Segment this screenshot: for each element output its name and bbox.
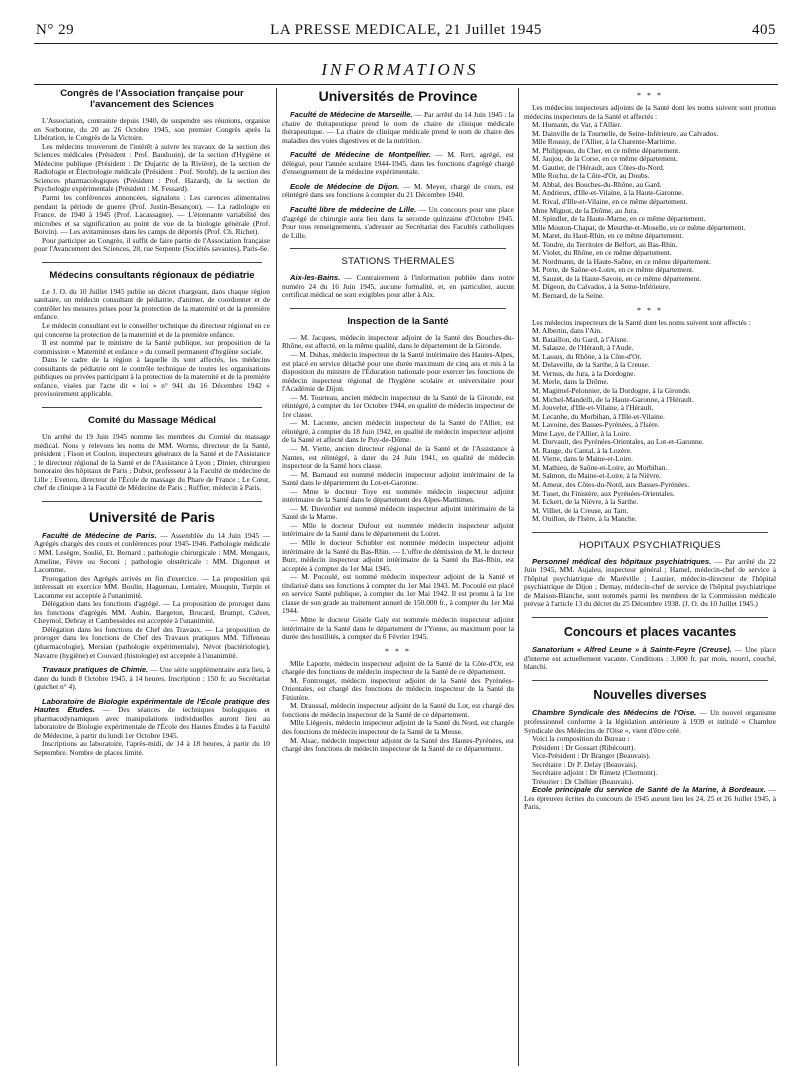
column-divider-2	[518, 88, 519, 1066]
appointment-list-2	[524, 327, 776, 524]
list-item: Mlle Roussy, de l'Allier, à la Charente-Maritime.	[532, 137, 677, 147]
list-item: M. Dorvault, des Pyrénées-Orientales, au Lot-et-Garonne.	[532, 437, 704, 447]
bureau-list	[524, 744, 776, 787]
paragraph	[282, 151, 514, 177]
list-item: Mme Mignot, de la Drôme, au Jura.	[532, 205, 639, 215]
paragraph: Le médecin consultant est le conseiller technique du directeur régional en ce qui concerne la protection de la maternité et de la première enfance.	[34, 321, 270, 339]
list-item: M. Digeon, du Calvados, à la Seine-Inférieure.	[532, 282, 671, 292]
paragraph-text: — Une place d'interne est actuellement vacante. Conditions : 3.000 fr. par mois, nourri, couché, blanchi.	[524, 645, 776, 672]
paragraph	[282, 111, 514, 145]
paragraph: Parmi les conférences annoncées, signalons : Les carences alimentaires pendant la période de guerre (Prof. Justin-Besançon). — La radiologie en France, de 1940 à 1945 (Prof. Lacassagne). — L'étonnante variabilité des microbes et sa signification au point de vue de la biologie générale (Prof. Boivin). — Les avitaminoses dans les camps de déportés (Prof. Ch. Richet).	[34, 192, 270, 237]
banner-rule	[34, 84, 778, 85]
list-item: M. Nordmann, de la Haute-Saône, en ce même département.	[532, 256, 711, 266]
paragraph	[524, 646, 776, 672]
paragraph: — M. Viette, ancien directeur régional de la Santé et de l'Assistance à Nantes, est réintégré, à dater du 24 Juin 1941, en qualité de médecin inspecteur de la Santé hors classe.	[282, 444, 514, 471]
divider	[42, 262, 262, 263]
list-item: M. Bataillon, du Gard, à l'Aisne.	[532, 334, 629, 344]
list-item: M. Vernus, du Jura, à la Dordogne.	[532, 368, 636, 378]
paragraph-text: — M. Meyer, chargé de cours, est réintégré dans ses fonctions à compter du 21 Décembre 1940.	[282, 181, 514, 200]
divider	[290, 308, 506, 309]
paragraph: — M. Tourteau, ancien médecin inspecteur de la Santé de la Gironde, est réintégré, à compter du 1er Octobre 1944, en qualité de médecin inspecteur de 1re classe.	[282, 392, 514, 419]
paragraph	[524, 786, 776, 812]
divider	[42, 407, 262, 408]
paragraph: — M. Barnaud est nommé médecin inspecteur adjoint intérimaire de la Santé dans le département du Lot-et-Garonne.	[282, 469, 514, 488]
divider	[42, 501, 262, 502]
heading-inspection-sante: Inspection de la Santé	[347, 315, 449, 327]
paragraph: Prorogation des Agrégés arrivés en fin d'exercice. — La proposition qui intéressait en exercice MM. Boulin, Haguenau, Lemaire, Mouquin, Turpin et Lacomme est acceptée à l'unanimité.	[34, 573, 270, 600]
list-item: M. Ameur, des Côtes-du-Nord, aux Basses-Pyrénées.	[532, 479, 690, 489]
paragraph: Les médecins trouveront de l'intérêt à suivre les travaux de la section des Sciences médicales (Président : Prof. Baudouin), de la section d'Hygiène et Médecine publique (Président : Dr Dujarric de la Rivière), de la section de Radiologie et Électrologie médicale (Président : Prof. Strohl), de la section des Sciences pharmacologiques (Président : Prof. Hazard), de la section de Psychologie expérimentale (Président : M. Fessard).	[34, 141, 270, 194]
list-item: M. Albertin, dans l'Ain.	[532, 326, 602, 336]
lead-in: Laboratoire de Biologie expérimentale de l'École pratique des Hautes Études.	[34, 696, 270, 715]
divider	[290, 248, 506, 249]
column-1	[34, 86, 270, 1068]
divider	[532, 680, 768, 681]
column-2	[282, 86, 514, 1068]
asterism: * * *	[637, 91, 663, 100]
list-item: Vice-Président : Dr Branger (Beauvais).	[532, 751, 651, 761]
paragraph: Un arrêté du 19 Juin 1945 nomme les membres du Comité du massage médical. Nous y relevons les noms de MM. Worms, directeur de la Santé, président ; Fison et Coulon, inspecteurs généraux de la Santé et de l'Assistance ; le directeur régional de la Santé et de l'Assistance à Lyon ; Dinier, chirurgien honoraire des hôpitaux de Paris ; Dubot, professeur à la Faculté de médecine de Lille ; Evenou, directeur de l'École de massage du Phare de France ; Le Cœur, chef de clinique à la Faculté de Médecine de Paris ; Ruffier, médecin à Paris.	[34, 431, 270, 493]
paragraph: Mlle Liégeois, médecin inspecteur adjoint de la Santé du Nord, est chargée des fonctions de médecin inspecteur de la Santé de la Meuse.	[282, 718, 514, 736]
lead-in: Faculté de Médecine de Paris.	[42, 530, 157, 540]
paragraph	[282, 274, 514, 300]
paragraph-text: — Les épreuves écrites du concours de 1945 auront lieu les 24, 25 et 26 Juillet 1945, à Paris,	[524, 785, 776, 812]
list-item: M. Bernard, de la Seine.	[532, 291, 605, 301]
column-divider-1	[276, 88, 277, 1066]
list-item: Mme Laye, de l'Allier, à la Loire.	[532, 428, 631, 438]
list-item: M. Abbal, des Bouches-du-Rhône, au Gard.	[532, 179, 662, 189]
heading-pediatrics: Médecins consultants régionaux de pédiatrie	[49, 269, 255, 281]
heading-afas-congress: Congrès de l'Association française pour l'avancement des Sciences	[60, 88, 244, 111]
divider	[532, 617, 768, 618]
list-item: M. Lavoine, des Basses-Pyrénées, à l'Isère.	[532, 420, 660, 430]
paragraph: Délégation dans les fonctions d'agrégé. — La proposition de proroger dans les fonctions d'agrégés MM. Aubin, Bargeton, Brocard, Brumpt, Calvet, Cheymol, Debray et Cambessèdes est acceptée à l'unanimité.	[34, 599, 270, 626]
list-item: M. Jouvelet, d'Ille-et-Vilaine, à l'Hérault.	[532, 403, 654, 413]
paragraph: — Mlle le docteur Dufour est nommée médecin inspecteur adjoint intérimaire de la Santé dans le département du Loiret.	[282, 520, 514, 539]
paragraph-text: — Assemblée du 14 Juin 1945 — Agrégés chargés des cours et conférences pour 1945-1946. Pathologie médicale : MM. Lesègre, Soulié, Et. Bernard ; pathologie chirurgicale : MM. Mengaux, Ameline, Fèvre ou Seconi ; pathologie obstétricale : MM. Digonnet et Lacomme.	[34, 530, 270, 575]
lead-in: Faculté libre de médecine de Lille.	[290, 205, 417, 215]
paragraph: — M. Dubas, médecin inspecteur de la Santé intérimaire des Hautes-Alpes, est placé en service détaché pour une durée maximum de cinq ans et mis à la disposition du ministre de l'Éducation nationale pour exercer les fonctions de médecin inspecteur régional de l'hygiène scolaire et universitaire pour l'Académie de Dijon.	[282, 350, 514, 394]
asterism: * * *	[637, 305, 663, 315]
list-item: Mlle Rochu, de la Côte-d'Or, au Doubs.	[532, 171, 650, 181]
list-item: M. Michel-Mandelli, de la Haute-Garonne, à l'Hérault.	[532, 394, 694, 404]
paragraph: Mlle Laporte, médecin inspecteur adjoint de la Santé de la Côte-d'Or, est chargée des fonctions de médecin inspecteur de la Santé de ce département.	[282, 658, 514, 677]
divider	[532, 532, 768, 533]
lead-in: Travaux pratiques de Chimie.	[42, 665, 149, 675]
lead-in: Personnel médical des hôpitaux psychiatriques.	[532, 556, 712, 566]
list-item: M. Porte, de Saône-et-Loire, en ce même département.	[532, 265, 694, 275]
list-item: M. Spindler, de la Haute-Marne, en ce même département.	[532, 214, 706, 224]
paragraph	[34, 666, 270, 692]
heading-massage-committee: Comité du Massage Médical	[88, 414, 216, 426]
page-header	[36, 22, 776, 40]
list-item: M. Dainville de la Tournelle, de Seine-Inférieure, au Calvados.	[532, 128, 719, 138]
paragraph: Les médecins inspecteurs de la Santé dont les noms suivent sont affectés :	[532, 317, 751, 327]
paragraph: — M. Laconte, ancien médecin inspecteur de la Santé de l'Allier, est réintégré, à compter du 18 Juin 1942, en qualité de médecin inspecteur adjoint de la Santé et affecté dans le Puy-de-Dôme.	[282, 418, 514, 445]
paragraph: Pour participer au Congrès, il suffit de faire partie de l'Association française pour l'Avancement des Sciences, 28, rue Serpente (Sociétés savantes), Paris-6e.	[34, 235, 270, 254]
paragraph: — Mme le docteur Toye est nommée médecin inspecteur adjoint intérimaire de la Santé dans le département des Alpes-Maritimes.	[282, 486, 514, 505]
lead-in: Faculté de Médecine de Montpellier.	[290, 150, 431, 160]
paragraph: Dans le cadre de la région à laquelle ils sont affectés, les médecins consultants de pédiatrie ont le contrôle technique de toutes les organisations publiques ou privées participant à la protection de la maternité et de la première enfance, visées par l'acte dit « loi » n° 941 du 16 Décembre 1942 » provisoirement applicable.	[34, 355, 270, 399]
list-item: M. Ouillon, de l'Isère, à la Manche.	[532, 514, 637, 524]
lead-in: Chambre Syndicale des Médecins de l'Oise.	[532, 708, 697, 718]
lead-in: Ecole principale du service de Santé de la Marine, à Bordeaux.	[532, 785, 766, 795]
list-item: M. Merle, dans la Drôme.	[532, 377, 609, 387]
paragraph-text: — M. Rert, agrégé, est délégué, pour l'année scolaire 1944-1945, dans les fonctions d'agrégé chargé d'enseignement de la médecine expérimentale.	[282, 150, 514, 177]
paragraph-text: — Contrairement à l'information publiée dans notre numéro 24 du 16 Juin 1945, aucune formalité, et, en particulier, aucun certificat médical ne sont exigibles pour aller à Aix.	[282, 273, 514, 300]
heading-universites-province: Universités de Province	[318, 88, 478, 104]
header-rule	[34, 43, 778, 44]
paragraph-text: — Une série supplémentaire aura lieu, à dater du lundi 8 Octobre 1945, à 14 heures. Inscription : 150 fr. au Secrétariat (guichet n° 4).	[34, 665, 270, 692]
paragraph	[282, 183, 514, 200]
asterism: * * *	[385, 646, 411, 656]
list-item: Secrétaire : Dr P. Delay (Beauvais).	[532, 759, 638, 769]
paragraph	[34, 532, 270, 575]
paragraph	[282, 206, 514, 240]
list-item: M. Eckert, de la Nièvre, à la Sarthe.	[532, 497, 639, 507]
list-item: M. Andrieux, d'Ille-et-Vilaine, à la Haute-Garonne.	[532, 188, 684, 198]
list-item: M. Violet, du Rhône, en ce même département.	[532, 248, 672, 258]
page-number: 405	[752, 22, 776, 38]
list-item: M. Villiet, de la Creuse, au Tarn.	[532, 505, 629, 515]
list-item: M. Gautier, de l'Hérault, aux Côtes-du-Nord.	[532, 162, 665, 172]
list-item: M. Philippeau, du Cher, en ce même département.	[532, 145, 681, 155]
list-item: Trésorier : Dr Chéhier (Beauvais).	[532, 776, 634, 786]
list-item: M. Delaveille, de la Sarthe, à la Creuse.	[532, 360, 650, 370]
list-item: Président : Dr Gossart (Ribécourt).	[532, 742, 636, 752]
list-item: M. Mathieu, de Saône-et-Loire, au Morbihan.	[532, 462, 668, 472]
paragraph: M. Fontrouget, médecin inspecteur adjoint de la Santé des Pyrénées-Orientales, est chargé des fonctions de médecin inspecteur de la Santé du Finistère.	[282, 675, 514, 702]
paragraph: Les médecins inspecteurs adjoints de la Santé dont les noms suivent sont promus médecins inspecteurs de la Santé et affectés :	[524, 103, 776, 121]
list-item: M. Humann, du Var, à l'Allier.	[532, 120, 622, 130]
list-item: M. Magimel-Pelonnier, de la Dordogne, à la Gironde.	[532, 385, 691, 395]
list-item: Mlle Mouton-Chapat, de Meurthe-et-Moselle, en ce même département.	[532, 222, 746, 232]
paragraph-text: — Par arrêté du 14 Juin 1945 : la chaire de thérapeutique prend le nom de chaire de clinique médicale thérapeutique. — La chaire de clinique médicale prend le nom de chaire des maladies des voies digestives et de la nutrition.	[282, 110, 514, 145]
issue-number: N° 29	[36, 22, 75, 38]
list-item: M. Rival, d'Ille-et-Vilaine, en ce même département.	[532, 197, 688, 207]
paragraph: — M. Pocoulé, est nommé médecin inspecteur adjoint de la Santé et titularisé dans ses fonctions à compter du 1er Mai 1943. M. Pocoulé est placé en service Santé publique, à compter du 1er Mai 1942. Il est promu à la 1re classe de son grade au traitement annuel de 150.000 fr., à compter du 1er Mai 1944.	[282, 572, 514, 616]
paragraph-text: — Par arrêté du 22 Juin 1945, MM. Aujaleu, inspecteur général ; Hamel, médecin-chef de service à l'hôpital psychiatrique de Maréville ; Lauzier, médecin-directeur de l'hôpital psychiatrique de Dijon ; Demay, médecin-chef de service de l'hôpital psychiatrique de Maison-Blanche, sont nommés parmi les membres de la Commission médicale prévue à l'article 13 du décret du 25 Décembre 1938. (J. O. du 10 Juillet 1945.)	[524, 556, 776, 609]
paragraph-text: — Un nouvel organisme professionnel conforme à la législation antérieure à 1939 et intitulé « Chambre Syndicale des Médecins de l'Oise », vient d'être créé.	[524, 708, 776, 735]
paragraph	[524, 558, 776, 609]
paragraph: — M. Duverdier est nommé médecin inspecteur adjoint intérimaire de la Santé de la Marne.	[282, 503, 514, 522]
heading-nouvelles-diverses: Nouvelles diverses	[593, 688, 707, 703]
lead-in: Ecole de Médecine de Dijon.	[290, 181, 400, 191]
section-banner: INFORMATIONS	[321, 60, 479, 79]
paragraph: Inscriptions au laboratoire, l'après-midi, de 14 à 18 heures, à partir du 10 Septembre. Nombre de places limité.	[34, 739, 270, 758]
paragraph: Le J. O. du 10 Juillet 1945 publie un décret chargeant, dans chaque région sanitaire, un médecin consultant de pédiatrie, d'animer, de coordonner et de contrôler les mesures prises pour la protection de la maternité et de la première enfance.	[34, 286, 270, 322]
heading-universite-paris: Université de Paris	[88, 508, 216, 525]
column-3	[524, 86, 776, 1068]
journal-title: LA PRESSE MEDICALE, 21 Juillet 1945	[270, 22, 542, 38]
list-item: M. Salauze, de l'Hérault, à l'Aude.	[532, 343, 634, 353]
paragraph: — M. Jacques, médecin inspecteur adjoint de la Santé des Bouches-du-Rhône, est affecté, en la même qualité, dans le département de la Gironde.	[282, 332, 514, 351]
paragraph	[524, 709, 776, 735]
list-item: M. Sauzet, de la Haute-Savoie, en ce même département.	[532, 273, 702, 283]
lead-in: Faculté de Médecine de Marseille.	[290, 110, 413, 120]
list-item: M. Tondre, du Territoire de Belfort, au Bas-Rhin.	[532, 239, 678, 249]
paragraph: Il est nommé par le ministre de la Santé publique, sur proposition de la commission « Maternité et enfance » du conseil permanent d'hygiène sociale.	[34, 338, 270, 356]
paragraph: — Mlle le docteur Schubler est nommée médecin inspecteur adjoint intérimaire de la Santé du Bas-Rhin. — L'offre de démission de M. le docteur Burr, médecin inspecteur adjoint intérimaire de la Santé du Bas-Rhin, est acceptée à compter du 1er Mai 1945.	[282, 538, 514, 573]
heading-hopitaux-psychiatriques: HOPITAUX PSYCHIATRIQUES	[579, 539, 721, 551]
paragraph: M. Draussal, médecin inspecteur adjoint de la Santé du Lot, est chargé des fonctions de médecin inspecteur de la Santé de ce département.	[282, 701, 514, 719]
list-item: M. Jaujou, de la Corse, en ce même département.	[532, 154, 678, 164]
list-item: M. Viette, dans le Maine-et-Loire.	[532, 454, 634, 464]
paragraph: M. Alsac, médecin inspecteur adjoint de la Santé des Hautes-Pyrénées, est chargé des fonctions de médecin inspecteur de la Santé de ce département.	[282, 735, 514, 754]
lead-in: Aix-les-Bains.	[290, 273, 341, 283]
list-item: Secrétaire adjoint : Dr Rimetz (Clermont).	[532, 768, 658, 778]
list-item: M. Rauge, du Cantal, à la Lozère.	[532, 445, 632, 455]
heading-concours: Concours et places vacantes	[563, 625, 737, 640]
lead-in: Sanatorium « Alfred Leune » à Sainte-Feyre (Creuse).	[532, 645, 732, 655]
paragraph: Délégation dans les fonctions de Chef des Travaux. — La proposition de proroger dans les fonctions de Chef des Travaux pratiques MM. Tiffeneau (pharmacologie), Mersian (pathologie expérimentale), Névot (bactériologie), Navarre (hygiène) et Couvard (histologie) est acceptée à l'unanimité.	[34, 624, 270, 660]
heading-stations-thermales: STATIONS THERMALES	[341, 256, 455, 268]
appointment-list-1	[524, 121, 776, 300]
list-item: M. Salmon, du Maine-et-Loire, à la Nièvre.	[532, 471, 661, 481]
paragraph-text: — Un concours pour une place d'agrégé de chirurgie aura lieu dans la seconde quinzaine d'Octobre 1945. Pour tous renseignements, s'adresser au Secrétariat des Facultés catholiques de Lille.	[282, 205, 514, 240]
list-item: M. Tuset, du Finistère, aux Pyrénées-Orientales.	[532, 488, 675, 498]
paragraph: L'Association, contrainte depuis 1940, de suspendre ses réunions, organise en Sorbonne, du 20 au 26 Octobre 1945, son premier Congrès après la Libération, le Congrès de la Victoire.	[34, 116, 270, 143]
paragraph	[34, 698, 270, 741]
paragraph: — Mme le docteur Gisèle Galy est nommée médecin inspecteur adjoint intérimaire de la Santé dans le département de l'Yonne, au maximum pour la durée des hostilités, à compter du 6 Février 1945.	[282, 614, 514, 642]
list-item: M. Lecanhe, du Morbihan, à l'Ille-et-Vilaine.	[532, 411, 665, 421]
paragraph-text: — Des séances de techniques biologiques et pharmacodynamiques avec manipulations individuelles auront lieu au laboratoire de Biologie expérimentale de l'École des Hautes Études à la Faculté de Médecine, à partir du lundi 1er Octobre 1945.	[34, 705, 270, 740]
list-item: M. Maret, du Haut-Rhin, en ce même département.	[532, 231, 684, 241]
paragraph: Voici la composition du Bureau :	[532, 734, 630, 744]
list-item: M. Lassus, du Rhône, à la Côte-d'Or.	[532, 351, 642, 361]
